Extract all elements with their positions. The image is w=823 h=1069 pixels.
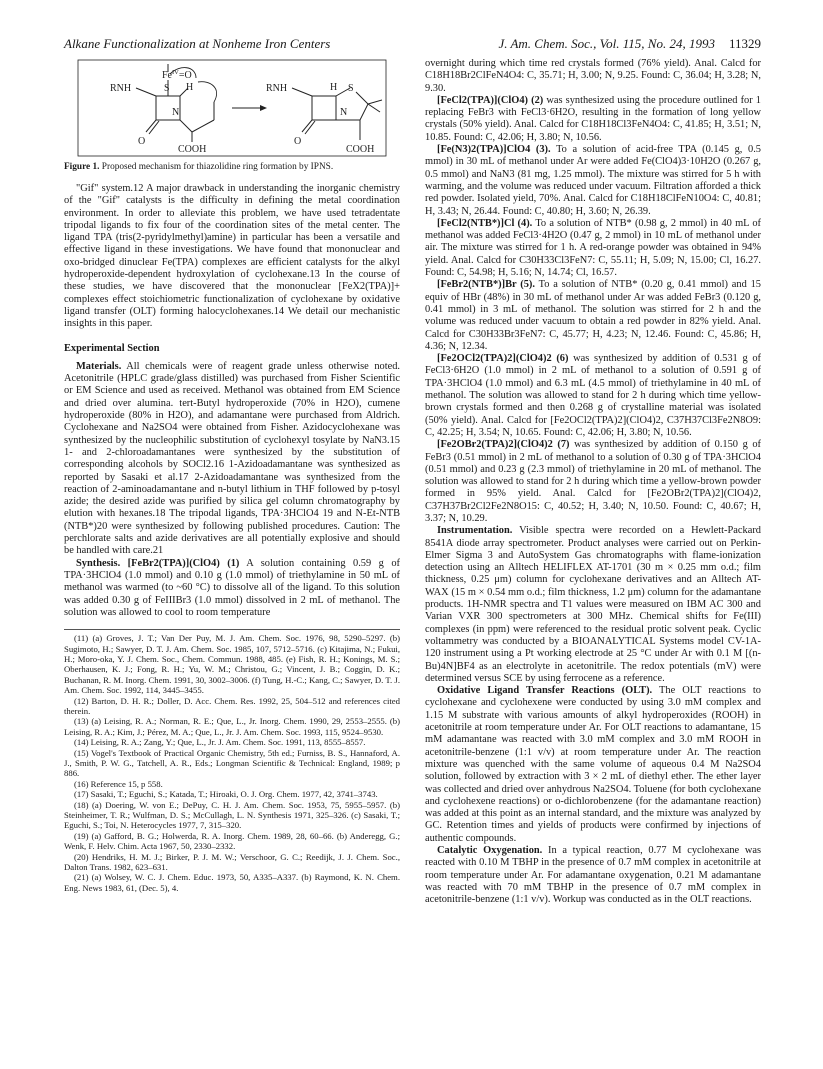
cooh-label-right: COOH bbox=[346, 144, 375, 155]
footnote: (16) Reference 15, p 558. bbox=[74, 778, 163, 789]
catalytic-oxygenation-heading: Catalytic Oxygenation. bbox=[437, 845, 543, 856]
figure-caption-text: Proposed mechanism for thiazolidine ring formation by IPNS. bbox=[101, 162, 334, 172]
right-column bbox=[425, 58, 761, 906]
footnote: (19) (a) Gafford, B. G.; Holwerda, R. A. Inorg. Chem. 1989, 28, 60–66. (b) Anderegg, G.; Wenk, F. Helv. Chim. Acta 1967, 50, 2330–2332. bbox=[64, 830, 400, 852]
compound-7-paragraph bbox=[425, 439, 761, 525]
nitrogen-label-left: N bbox=[172, 107, 180, 118]
rnh-label-right: RNH bbox=[266, 83, 288, 94]
rnh-label-left: RNH bbox=[110, 83, 132, 94]
sulfur-label-right: S bbox=[348, 83, 354, 94]
intro-paragraph: "Gif" system.12 A major drawback in understanding the inorganic chemistry of the "Gif" catalysts is the difficulty in defining the metal coordination environment. In order to alleviate this problem, we have used tetradentate tripodal ligands to fix four of the coordination sites of the metal center. The ligand TPA (tris(2-pyridylmethyl)amine) in particular has been a versatile and effective ligand in these investigations. We have found that mononuclear and oxo-bridged dinuclear Fe(TPA) complexes are efficient catalysts for the alkyl hydroperoxide-dependent hydroxylation of cyclohexane.13 In the course of these studies, we have discovered that the mononuclear [FeX2(TPA)]+ complexes effect stoichiometric functionalization of cyclohexane by oxidative ligand transfer (OLT) forming halocyclohexanes.14 We detail our mechanistic insights in this paper. bbox=[64, 183, 400, 330]
hydrogen-label-right: H bbox=[330, 82, 338, 93]
compound-2-text: was synthesized using the procedure outlined for 1 replacing FeBr3 with FeCl3·6H2O, resulting in the formation of long yellow crystals (50% yield). Anal. Calcd for C18H18Cl3FeN4O4: C, 41.85; H, 3.51; N, 10.85. Found: C, 42.06; H, 3.80; N, 10.56. bbox=[425, 94, 762, 143]
olt-text: The OLT reactions to cyclohexane and cyclohexene were conducted by using 3.0 mM complex and 1.15 M substrate with various amounts of alkyl hydroperoxides (ROOH) in acetonitrile at room temperature under Ar. For OLT reactions to adamantane, 15 mM adamantane was reacted with 3.0 mM complex and 3.0 mM ROOH in acetonitrile-benzene (1:1 v/v) at room temperature under Ar. The reaction mixture was quenched with the same volume of aqueous 0.4 M Na2SO4 solution, followed by extraction with 3 × 2 mL of diethyl ether. The ether layer was collected and dried over anhydrous Na2SO4. Toluene (for both cyclohexane and cyclohexene reactions) or o-dichlorobenzene (for the adamantane reaction) was added at this point as an internal standard, and the mixture was analyzed by GC. Retention times and yields of products were confirmed by injections of authentic compounds. bbox=[425, 685, 762, 844]
header-journal bbox=[498, 36, 761, 52]
synthesis-heading: Synthesis. [FeBr2(TPA)](ClO4) (1) bbox=[76, 557, 240, 569]
compound-5-text: To a solution of NTB* (0.20 g, 0.41 mmol) and 15 equiv of HBr (48%) in 30 mL of methanol under Ar was added FeBr3 (0.120 g, 0.41 mmol) in 3 mL of methanol. The solution was stirred for 2 h and the volume was reduced under vacuum to obtain a red powder in 82% yield. Anal. Calcd for C30H33Br3FeN7: C, 45.77; H, 4.23; N, 12.46. Found: C, 45.86; H, 4.36; N, 12.34. bbox=[425, 279, 761, 352]
instrumentation-heading: Instrumentation. bbox=[437, 525, 513, 537]
materials-paragraph bbox=[64, 361, 400, 558]
compound-7-heading: [Fe2OBr2(TPA)2](ClO4)2 (7) bbox=[437, 439, 570, 451]
oxo-label: O bbox=[184, 70, 192, 81]
compound-3-heading: [Fe(N3)2(TPA)]ClO4 (3). bbox=[437, 144, 551, 156]
compound-7-text: was synthesized by addition of 0.150 g of FeBr3 (0.51 mmol) in 2 mL of methanol to a solution of 0.30 g of TPA·3HClO4 (0.51 mmol) and 0.23 g (2.3 mmol) of triethylamine in 20 mL of methanol. The solution was allowed to stand for 2 h during which time a yellow-brown powder formed in 95% yield. Anal. Calcd for [Fe2OBr2(TPA)2](ClO4)2, C37H37Br2Cl2Fe2N8O15: C, 40.52; H, 3.40; N, 10.50. Found: C, 40.67; H, 3.37; N, 10.29. bbox=[425, 439, 761, 524]
compound-4-paragraph bbox=[425, 218, 761, 279]
cooh-label-left: COOH bbox=[178, 144, 207, 155]
footnote: (14) Leising, R. A.; Zang, Y.; Que, L., Jr. J. Am. Chem. Soc. 1991, 113, 8555–8557. bbox=[74, 737, 366, 748]
compound-6-paragraph bbox=[425, 353, 761, 439]
olt-heading: Oxidative Ligand Transfer Reactions (OLT). bbox=[437, 685, 653, 697]
compound-5-heading: [FeBr2(NTB*)]Br (5). bbox=[437, 279, 535, 291]
compound-5-paragraph bbox=[425, 279, 761, 353]
footnote: (20) Hendriks, H. M. J.; Birker, P. J. M. W.; Verschoor, G. C.; Reedijk, J. J. Chem. Soc., Dalton Trans. 1982, 623–631. bbox=[64, 851, 400, 873]
compound-6-text: was synthesized by addition of 0.531 g of FeCl3·6H2O (1.0 mmol) in 2 mL of methanol to a solution of 0.591 g of TPA·3HClO4 (1.0 mmol) and 6.3 mL (4.5 mmol) of triethylamine in 40 mL of methanol. The solution was allowed to stand for 2 h during which time yellow-brown crystals formed and then 0.268 g of crystalline material was isolated (50% yield). Anal. Calcd for [Fe2OCl2(TPA)2](ClO4)2, C37H37Cl3Fe2N8O9: C, 42.25; H, 3.54; N, 10.65. Found: C, 42.06; H, 3.80; N, 10.56. bbox=[425, 353, 761, 438]
synthesis-text: A solution containing 0.59 g of TPA·3HClO4 (1.0 mmol) and 0.10 g (1.0 mmol) of triethylamine in 50 mL of methanol was warmed (to ~60 °C) to dissolve all of the ligand. To this solution was added 0.30 g of FeIIIBr3 (1.0 mmol) dissolved in 2 mL of methanol. The solution was allowed to cool to room temperature bbox=[64, 557, 400, 618]
hydrogen-label-left: H bbox=[186, 82, 194, 93]
page-number: 11329 bbox=[728, 36, 761, 51]
footnote: (11) (a) Groves, J. T.; Van Der Puy, M. J. Am. Chem. Soc. 1976, 98, 5290–5297. (b) Sugimoto, H.; Sawyer, D. T. J. Am. Chem. Soc. 1985, 107, 5712–5716. (c) Kitajima, N.; Fukui, H.; Moro-oka, Y. J. Chem. Soc., Chem. Commun. 1988, 485. (e) Fish, R. H.; Konings, M. S.; Oberhausen, K. J.; Fong, R. H.; Yu, W. M.; Christou, G.; Vincent, J. B.; Coggin, D. K.; Buchanan, R. M. Inorg. Chem. 1991, 30, 3002–3006. (f) Tung, H.-C.; Kang, C.; Sawyer, D. T. J. Am. Chem. Soc. 1992, 114, 3445–3455. bbox=[64, 633, 400, 696]
footnote: (15) Vogel's Textbook of Practical Organic Chemistry, 5th ed.; Furniss, B. S., Hannaford, A. J., Smith, P. W. G., Tatchell, A. R., Eds.; Longman Scientific & Technical: England, 1989; p 886. bbox=[64, 747, 400, 779]
footnote: (13) (a) Leising, R. A.; Norman, R. E.; Que, L., Jr. Inorg. Chem. 1990, 29, 2553–2555. (b) Leising, R. A.; Kim, J.; Pérez, M. A.; Que, L., Jr. J. Am. Chem. Soc. 1993, 115, 9524–9530. bbox=[64, 716, 400, 737]
figure-caption bbox=[64, 162, 400, 173]
synthesis-paragraph bbox=[64, 558, 400, 619]
footnote: (21) (a) Wolsey, W. C. J. Chem. Educ. 1973, 50, A335–A337. (b) Raymond, K. N. Chem. Eng. News 1983, 61, (Dec. 5), 4. bbox=[64, 872, 400, 893]
catalytic-oxygenation-paragraph bbox=[425, 845, 761, 906]
footnote: (18) (a) Doering, W. von E.; DePuy, C. H. J. Am. Chem. Soc. 1953, 75, 5955–5957. (b) Steinheimer, T. R.; Wulfman, D. S.; McCullagh, L. N. Synthesis 1971, 325–326. (c) Sasaki, T.; Eguchi, S.; Toi, N. Heterocycles 1977, 7, 315–320. bbox=[64, 799, 400, 831]
footnote: (17) Sasaki, T.; Eguchi, S.; Katada, T.; Hiroaki, O. J. Org. Chem. 1977, 42, 3741–3743. bbox=[74, 789, 378, 800]
fe-label: Fe bbox=[162, 70, 172, 81]
ipns-mechanism-diagram bbox=[64, 58, 400, 158]
catalytic-oxygenation-text: In a typical reaction, 0.77 M cyclohexane was reacted with 0.10 M TBHP in the presence of 0.7 mM complex in acetonitrile at room temperature under Ar. For adamantane oxygenation, 0.21 M adamantane was reacted with 70 mM TBHP in the presence of 0.7 mM complex in acetonitrile-benzene (1:1 v/v). Workup was conducted as in the OLT reactions. bbox=[425, 845, 761, 906]
compound-2-paragraph bbox=[425, 95, 761, 144]
nitrogen-label-right: N bbox=[340, 107, 348, 118]
fe-oxidation-label: IV bbox=[172, 69, 179, 76]
compound-6-heading: [Fe2OCl2(TPA)2](ClO4)2 (6) bbox=[437, 353, 569, 365]
instrumentation-text: Visible spectra were recorded on a Hewlett-Packard 8541A diode array spectrometer. Product analyses were carried out on Perkin-Elmer Sigma 3 and AutoSystem Gas chromatographs with flame-ionization detection using an Alltech HELIFLEX AT-1701 (30 m × 0.25 mm o.d.; film thickness, 0.25 μm) column for cyclohexane derivatives and an Alltech AT-WAX (15 m × 0.54 mm o.d.; film thickness, 1.2 μm) column for the adamantane products. 1H-NMR spectra and T1 values were measured on IBM AC 300 and Varian VXR 300 spectrometers at 300 MHz. Chemical shifts for Fe(III) complexes (in ppm) were referenced to the residual protic solvent peak. Cyclic voltammetry was conducted by a BIOANALYTICAL Systems model CV-1A-120 instrument using a Pt working electrode at 25 °C under Ar with 0.1 M [(n-Bu)4N]BF4 as an electrolyte in acetonitrile. The redox potentials (mV) were determined versus SCE by using ferrocene as a reference. bbox=[425, 525, 761, 684]
running-header bbox=[64, 36, 761, 52]
footnote: (12) Barton, D. H. R.; Doller, D. Acc. Chem. Res. 1992, 25, 504–512 and references cited therein. bbox=[64, 695, 400, 716]
oxygen-label-right: O bbox=[294, 136, 302, 147]
svg-text:FeIV=O: $Fe^{IV}=O$ bbox=[162, 69, 192, 81]
left-column bbox=[64, 58, 400, 893]
materials-heading: Materials. bbox=[76, 360, 122, 372]
compound-2-heading: [FeCl2(TPA)](ClO4) (2) bbox=[437, 94, 544, 106]
figure-1 bbox=[64, 58, 400, 158]
sulfur-label-left: S bbox=[164, 83, 170, 94]
figure-caption-label: Figure 1. bbox=[64, 162, 100, 172]
compound-4-heading: [FeCl2(NTB*)]Cl (4). bbox=[437, 217, 533, 229]
compound-4-text: To a solution of NTB* (0.98 g, 2 mmol) in 40 mL of methanol was added FeCl3·4H2O (0.47 g, 2 mmol) in 10 mL of methanol under air. The mixture was stirred for 1 h. A red-orange powder was obtained in 94% yield. Anal. Calcd for C30H33Cl3FeN7: C, 55.11; H, 5.09; N, 15.00; Cl, 16.27. Found: C, 54.98; H, 5.16; N, 14.74; Cl, 16.57. bbox=[425, 217, 761, 279]
instrumentation-paragraph bbox=[425, 525, 761, 685]
header-citation: J. Am. Chem. Soc., Vol. 115, No. 24, 1993 bbox=[498, 36, 715, 51]
oxygen-label-left: O bbox=[138, 136, 146, 147]
footnotes bbox=[64, 629, 400, 893]
paragraph-continued: overnight during which time red crystals formed (76% yield). Anal. Calcd for C18H18Br2ClFeN4O4: C, 35.71; H, 3.00; N, 9.25. Found: C, 36.04; H, 3.28; N, 9.30. bbox=[425, 58, 761, 94]
section-heading: Experimental Section bbox=[64, 342, 160, 354]
compound-3-text: To a solution of acid-free TPA (0.145 g, 0.5 mmol) in 30 mL of methanol under Ar were added Fe(ClO4)3·10H2O (0.267 g, 0.5 mmol) and NaN3 (81 mg, 1.25 mmol). The mixture was stirred for 5 h with warming, and the volume was reduced under vacuum. Filtration afforded a thick red powder. Isolated yield, 70%. Anal. Calcd for C18H18ClFeN10O4: C, 40.81; H, 3.43; N, 26.44. Found: C, 40.80; H, 3.60; N, 26.39. bbox=[425, 144, 761, 217]
header-title: Alkane Functionalization at Nonheme Iron Centers bbox=[64, 36, 331, 51]
olt-paragraph bbox=[425, 685, 761, 845]
materials-text: All chemicals were of reagent grade unless otherwise noted. Acetonitrile (HPLC grade/glass distilled) was purchased from Fisher Scientific or EM Science and used as received. Methanol was obtained from EM Science and dried over alumina. tert-Butyl hydroperoxide (70% in H2O), cumene hydroperoxide (80% in H2O), and adamantane were purchased from Aldrich. Cyclohexane and Na2SO4 were obtained from Fisher. Azidocyclohexane was synthesized by the nucleophilic substitution of cyclohexyl tosylate by NaN3.15 1- and 2-chloroadamantanes were synthesized by the substitution of corresponding alcohols by SOCl2.16 1-Azidoadamantane was synthesized as reported by Sasaki et al.17 2-Azidoadamantane was synthesized from the reaction of 2-aminoadamantane and n-butyl lithium in THF followed by p-tosyl azide; the desired azide was purified by silica gel column chromatography by elution with hexanes.18 The tripodal ligands, TPA·3HClO4 19 and N-Et-NTB (NTB*)20 were synthesized by following published procedures. Caution: The perchlorate salts and azide derivatives are all potentially explosive and should be handled with care.21 bbox=[64, 360, 400, 557]
compound-3-paragraph bbox=[425, 144, 761, 218]
